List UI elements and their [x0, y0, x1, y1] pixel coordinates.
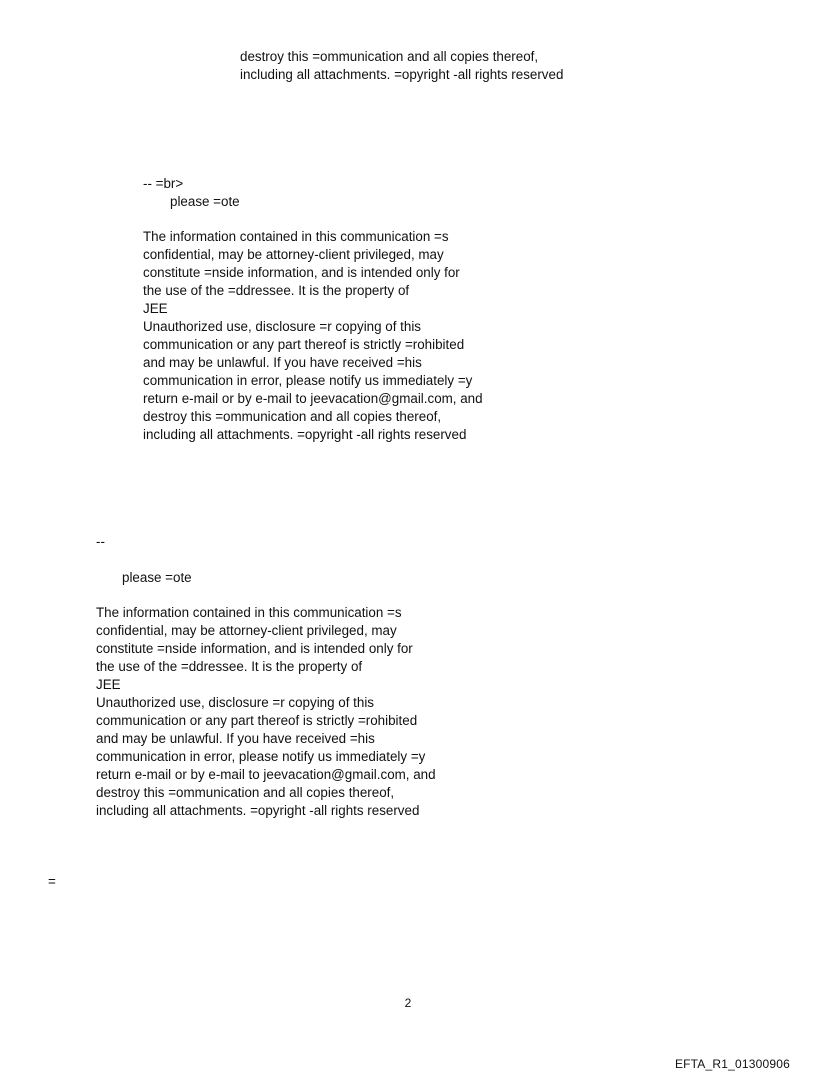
text-line: JEE — [96, 677, 121, 692]
text-line: The information contained in this communication =s — [96, 605, 402, 620]
text-line: the use of the =ddressee. It is the property of — [143, 283, 410, 298]
signature-note — [170, 193, 240, 211]
signature-note — [122, 569, 192, 587]
text-line: return e-mail or by e-mail to jeevacation@gmail.com, and — [143, 391, 483, 406]
text-line: the use of the =ddressee. It is the property of — [96, 659, 363, 674]
text-line: communication or any part thereof is strictly =rohibited — [96, 713, 418, 728]
trailing-equals — [48, 873, 56, 891]
text-line: communication in error, please notify us immediately =y — [96, 749, 426, 764]
text-line: Unauthorized use, disclosure =r copying of this — [143, 319, 422, 334]
text-line: confidential, may be attorney-client privileged, may — [96, 623, 397, 638]
text-line: destroy this =ommunication and all copies thereof, — [143, 409, 442, 424]
text-line: and may be unlawful. If you have received =his — [143, 355, 422, 370]
text-line: destroy this =ommunication and all copies thereof, — [96, 785, 395, 800]
text-line: constitute =nside information, and is intended only for — [143, 265, 460, 280]
confidentiality-disclaimer — [96, 604, 436, 820]
text-line: Unauthorized use, disclosure =r copying of this — [96, 695, 375, 710]
text-line: return e-mail or by e-mail to jeevacation@gmail.com, and — [96, 767, 436, 782]
text-line: including all attachments. =opyright -all rights reserved — [96, 803, 420, 818]
text-line: and may be unlawful. If you have received =his — [96, 731, 375, 746]
signature-separator — [143, 175, 183, 193]
text-line: JEE — [143, 301, 168, 316]
page-number: 2 — [404, 996, 412, 1010]
equals-text: = — [48, 874, 56, 889]
note-text: please =ote — [170, 194, 240, 209]
text-line: constitute =nside information, and is intended only for — [96, 641, 413, 656]
note-text: please =ote — [122, 570, 192, 585]
text-line: communication in error, please notify us immediately =y — [143, 373, 473, 388]
confidentiality-disclaimer — [143, 228, 483, 444]
signature-separator — [96, 533, 105, 551]
text-line: including all attachments. =opyright -all rights reserved — [240, 67, 564, 82]
text-line: communication or any part thereof is strictly =rohibited — [143, 337, 465, 352]
text-line: The information contained in this communication =s — [143, 229, 449, 244]
text-line: destroy this =ommunication and all copies thereof, — [240, 49, 539, 64]
separator-text: -- — [96, 534, 105, 549]
document-id: EFTA_R1_01300906 — [674, 1057, 790, 1071]
separator-text: -- =br> — [143, 176, 184, 191]
top-continuation-block — [240, 48, 563, 84]
text-line: including all attachments. =opyright -all rights reserved — [143, 427, 467, 442]
text-line: confidential, may be attorney-client privileged, may — [143, 247, 444, 262]
